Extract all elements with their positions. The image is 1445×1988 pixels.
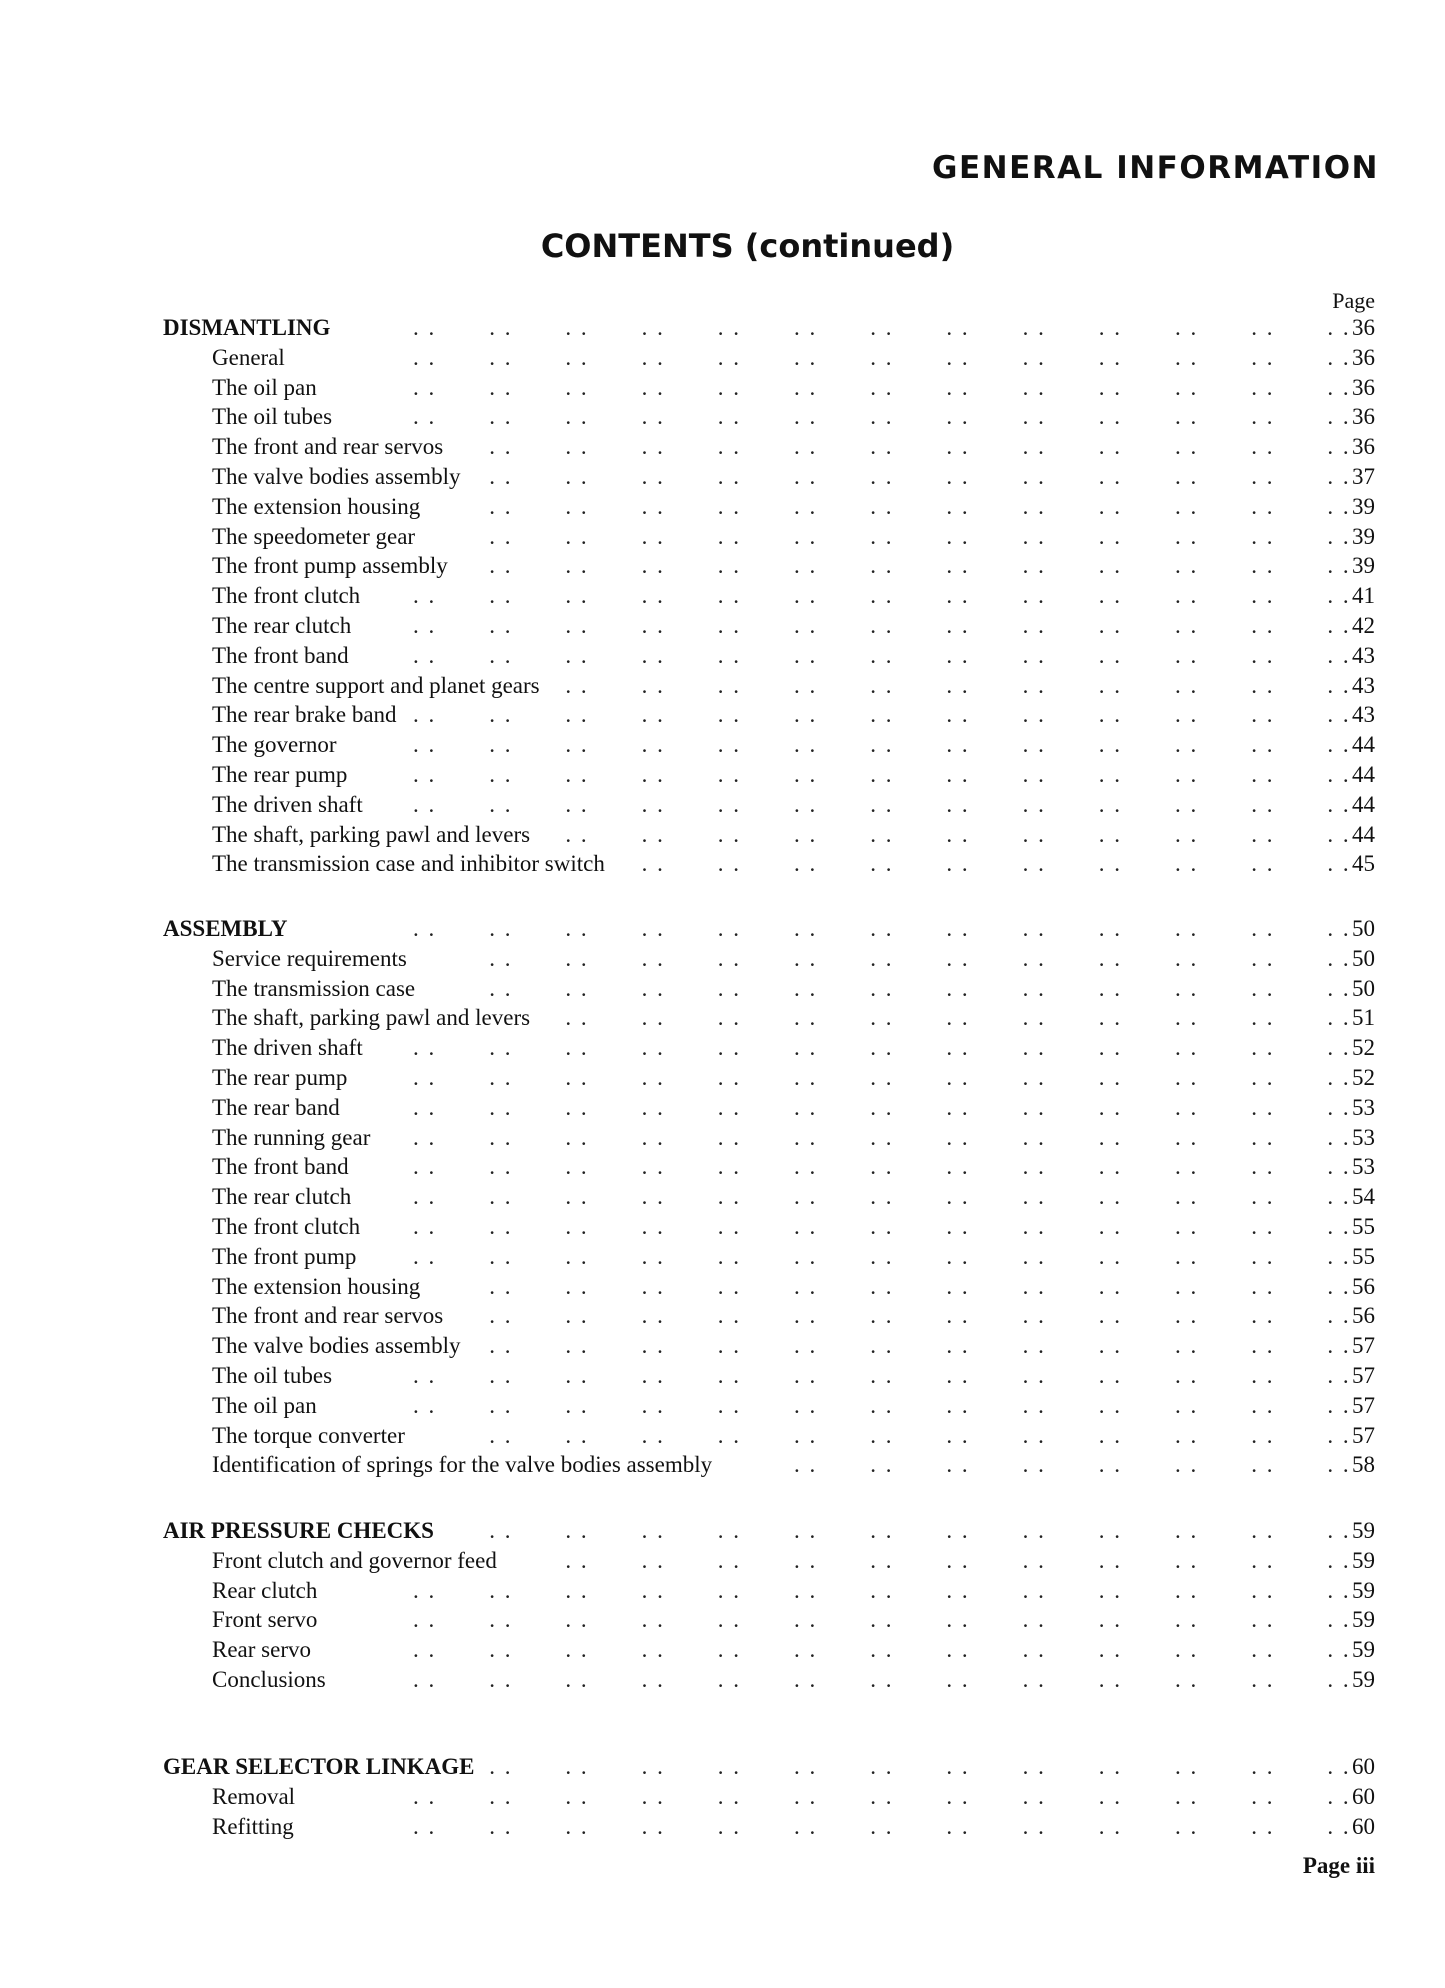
- toc-entry-label: The speedometer gear: [212, 522, 423, 552]
- toc-page-number: 36: [1352, 374, 1375, 400]
- toc-page-number: 53: [1352, 1094, 1375, 1120]
- toc-entry-row[interactable]: [155, 373, 1375, 403]
- toc-page-number: 43: [1352, 642, 1375, 668]
- toc-entry-row[interactable]: [155, 641, 1375, 671]
- toc-entry-label: The shaft, parking pawl and levers: [212, 820, 538, 850]
- toc-entry-label: The rear clutch: [212, 611, 359, 641]
- toc-entry-row[interactable]: [155, 1812, 1375, 1842]
- toc-page-number: 59: [1352, 1667, 1375, 1692]
- toc-entry-row[interactable]: [155, 700, 1375, 730]
- toc-entry-label: The rear band: [212, 1093, 348, 1123]
- dot-leader: . . . . . . . . . . . . . . . . . . . . . . . .: [489, 1333, 1351, 1359]
- toc-entry-row[interactable]: [155, 343, 1375, 373]
- toc-entry-label: The transmission case and inhibitor switch: [212, 849, 613, 879]
- toc-page-number: 60: [1352, 1783, 1375, 1809]
- toc-entry-row[interactable]: [155, 551, 1375, 581]
- toc-entry-row[interactable]: [155, 1182, 1375, 1212]
- dot-leader: . . . . . . . . . . . . . . . . . . . . . . . .: [489, 493, 1351, 519]
- toc-entry-label: The rear clutch: [212, 1182, 359, 1212]
- dot-leader: . . . . . . . . . . . . . . . . . . . . . . . . . .: [413, 1667, 1351, 1692]
- dot-leader: . . . . . . . . . . . . . . . . . . . . . . . .: [489, 1303, 1351, 1329]
- toc-entry-label: The running gear: [212, 1123, 378, 1153]
- toc-entry-row[interactable]: [155, 760, 1375, 790]
- toc-entry-label: Front clutch and governor feed: [212, 1546, 505, 1576]
- toc-entry-row[interactable]: [155, 1782, 1375, 1812]
- page-number: Page iii: [1302, 1853, 1375, 1878]
- toc-entry-label: The front pump: [212, 1242, 364, 1272]
- toc-page-number: 36: [1352, 404, 1375, 430]
- toc-entry-label: The valve bodies assembly: [212, 1331, 468, 1361]
- toc-entry-row[interactable]: [155, 1391, 1375, 1421]
- toc-entry-label: The front clutch: [212, 1212, 368, 1242]
- toc-page-number: 39: [1352, 523, 1375, 549]
- toc-section-row[interactable]: [155, 1516, 1375, 1546]
- dot-leader: . . . . . . . . . . . . . . . . . . . . . . . . . .: [413, 404, 1351, 430]
- dot-leader: . . . . . . . . . . . . . . . . . . . . . . . .: [489, 523, 1351, 549]
- dot-leader: . . . . . . . . . . . . . . . . . . . . . . . . . .: [413, 1065, 1351, 1090]
- toc-entry-label: The oil tubes: [212, 1361, 340, 1391]
- toc-entry-label: The rear brake band: [212, 700, 405, 730]
- toc-entry-label: The torque converter: [212, 1421, 413, 1451]
- toc-page-number: 44: [1352, 821, 1375, 847]
- toc-section-title: AIR PRESSURE CHECKS: [163, 1516, 442, 1546]
- dot-leader: . . . . . . . . . . . . . . . . . . . . . . . . . .: [413, 791, 1351, 817]
- dot-leader: . . . . . . . . . . . . . . . . . . . . . . . . . .: [413, 1392, 1351, 1418]
- dot-leader: . . . . . . . . . . . . . . . . . . . . . . . . . .: [413, 1363, 1351, 1388]
- dot-leader: . . . . . . . . . . . . . . . . . . . . . . . . . .: [413, 374, 1351, 400]
- dot-leader: . . . . . . . . . . . . . . . . . . . . . . . . . .: [413, 1154, 1351, 1180]
- toc-page-number: 57: [1352, 1422, 1375, 1448]
- dot-leader: . . . . . . . . . . . . . . . . . . . .: [641, 851, 1351, 877]
- dot-leader: . . . . . . . . . . . . . . . . . . . . . . . .: [489, 1422, 1351, 1448]
- toc-entry-label: The oil pan: [212, 1391, 325, 1421]
- dot-leader: . . . . . . . . . . . . . . . . . . . . . . . . . .: [413, 1813, 1351, 1839]
- toc-page-number: 36: [1352, 344, 1375, 370]
- toc-entry-row[interactable]: [155, 944, 1375, 974]
- dot-leader: . . . . . . . . . . . . . . . . . . . . . . . . . .: [413, 762, 1351, 787]
- toc-entry-row[interactable]: [155, 1546, 1375, 1576]
- toc-page-number: 53: [1352, 1124, 1375, 1150]
- toc-entry-label: The extension housing: [212, 492, 428, 522]
- toc-entry-row[interactable]: [155, 611, 1375, 641]
- dot-leader: . . . . . . . . . . . . . . . . . . . . . . . .: [489, 1273, 1351, 1299]
- dot-leader: . . . . . . . . . . . . . . . . . . . . . . . . . .: [413, 1577, 1351, 1603]
- toc-entry-row[interactable]: [155, 581, 1375, 611]
- toc-page-number: 43: [1352, 672, 1375, 698]
- dot-leader: . . . . . . . . . . . . . . . . . . . . . .: [565, 821, 1351, 847]
- toc-page-number: 36: [1352, 315, 1375, 340]
- toc-entry-row[interactable]: [155, 1272, 1375, 1302]
- toc-entry-label: The rear pump: [212, 760, 355, 790]
- toc-entry-row[interactable]: [155, 1123, 1375, 1153]
- toc-page-number: 55: [1352, 1243, 1375, 1269]
- toc-section-title: GEAR SELECTOR LINKAGE: [163, 1752, 482, 1782]
- toc-entry-label: The driven shaft: [212, 790, 371, 820]
- dot-leader: . . . . . . . . . . . . . . . . . . . . . .: [565, 1547, 1351, 1573]
- section-title: GENERAL INFORMATION: [932, 150, 1379, 186]
- toc-page-number: 51: [1352, 1005, 1375, 1031]
- toc-entry-row[interactable]: [155, 790, 1375, 820]
- toc-page-number: 56: [1352, 1303, 1375, 1329]
- toc-entry-row[interactable]: [155, 1576, 1375, 1606]
- dot-leader: . . . . . . . . . . . . . . . . . . . . . . . . . .: [413, 1637, 1351, 1663]
- dot-leader: . . . . . . . . . . . . . . . . . . . . . . . . . .: [413, 1783, 1351, 1809]
- toc-entry-row[interactable]: [155, 974, 1375, 1004]
- toc-entry-row[interactable]: [155, 1152, 1375, 1182]
- dot-leader: . . . . . . . . . . . . . . . . . . . . . . . . . .: [413, 1035, 1351, 1061]
- toc-entry-label: The driven shaft: [212, 1033, 371, 1063]
- dot-leader: . . . . . . . . . . . . . . . . . . . . . . . . . .: [413, 583, 1351, 609]
- toc-entry-row[interactable]: [155, 1635, 1375, 1665]
- toc-page-number: 53: [1352, 1154, 1375, 1180]
- toc-entry-label: Removal: [212, 1782, 303, 1812]
- toc-entry-row[interactable]: [155, 432, 1375, 462]
- dot-leader: . . . . . . . . . . . . . . . . . . . . . . . . . .: [413, 1243, 1351, 1269]
- dot-leader: . . . . . . . . . . . . . . . . . . . . . . . .: [489, 975, 1351, 1001]
- toc-page-number: 52: [1352, 1035, 1375, 1061]
- dot-leader: . . . . . . . . . . . . . . . . . . . . . . . . . .: [413, 732, 1351, 758]
- toc-page-number: 60: [1352, 1813, 1375, 1839]
- toc-entry-label: The front pump assembly: [212, 551, 456, 581]
- dot-leader: . . . . . . . . . . . . . . . . . . . . . . . . . .: [413, 613, 1351, 638]
- toc-page-number: 44: [1352, 791, 1375, 817]
- toc-entry-row[interactable]: [155, 462, 1375, 492]
- toc-section-row[interactable]: [155, 914, 1375, 944]
- toc-entry-row[interactable]: [155, 1033, 1375, 1063]
- page-column-label: Page: [1332, 288, 1375, 313]
- toc-entry-label: Service requirements: [212, 944, 415, 974]
- toc-entry-row[interactable]: [155, 1093, 1375, 1123]
- toc-page-number: 50: [1352, 916, 1375, 941]
- dot-leader: . . . . . . . . . . . . . . . . . . . . . . . . . .: [413, 1607, 1351, 1633]
- toc-entry-label: The front and rear servos: [212, 1301, 451, 1331]
- dot-leader: . . . . . . . . . . . . . . . . . . . . . . . . . .: [413, 702, 1351, 728]
- toc-entry-label: Front servo: [212, 1605, 325, 1635]
- dot-leader: . . . . . . . . . . . . . . . . . . . . . . . . . .: [413, 344, 1351, 370]
- toc-entry-label: Refitting: [212, 1812, 302, 1842]
- toc-page-number: 41: [1352, 583, 1375, 609]
- toc-section-row[interactable]: [155, 1752, 1375, 1782]
- toc-entry-row[interactable]: [155, 1421, 1375, 1451]
- contents-title: CONTENTS (continued): [540, 227, 955, 265]
- toc-page-number: 58: [1352, 1452, 1375, 1478]
- toc-page-number: 43: [1352, 702, 1375, 728]
- toc-entry-label: The front and rear servos: [212, 432, 451, 462]
- toc-page-number: 59: [1352, 1607, 1375, 1633]
- toc-page-number: 39: [1352, 493, 1375, 519]
- toc-page-number: 55: [1352, 1214, 1375, 1239]
- dot-leader: . . . . . . . . . . . . . . . . . . . . . . . . . .: [413, 1184, 1351, 1210]
- dot-leader: . . . . . . . . . . . . . . . . . . . . . . . . . .: [413, 642, 1351, 668]
- toc-page-number: 37: [1352, 464, 1375, 489]
- toc-entry-row[interactable]: [155, 1665, 1375, 1695]
- toc-entry-row[interactable]: [155, 820, 1375, 850]
- toc-entry-label: The oil pan: [212, 373, 325, 403]
- toc-entry-row[interactable]: [155, 1003, 1375, 1033]
- toc-entry-label: The centre support and planet gears: [212, 671, 548, 701]
- toc-entry-label: The governor: [212, 730, 345, 760]
- toc-page-number: 59: [1352, 1577, 1375, 1603]
- toc-entry-row[interactable]: [155, 522, 1375, 552]
- toc-entry-label: The valve bodies assembly: [212, 462, 468, 492]
- toc-section-row[interactable]: [155, 313, 1375, 343]
- toc-entry-label: The shaft, parking pawl and levers: [212, 1003, 538, 1033]
- toc-entry-label: Rear servo: [212, 1635, 319, 1665]
- dot-leader: . . . . . . . . . . . . . . . . . . . . . . . . . .: [413, 1124, 1351, 1150]
- toc-entry-label: General: [212, 343, 293, 373]
- toc-page-number: 52: [1352, 1065, 1375, 1090]
- toc-page-number: 59: [1352, 1518, 1375, 1543]
- toc-entry-label: The front clutch: [212, 581, 368, 611]
- toc-page-number: 50: [1352, 945, 1375, 971]
- dot-leader: . . . . . . . . . . . . . . . . . . . . . . . .: [489, 553, 1351, 579]
- toc-entry-row[interactable]: [155, 1301, 1375, 1331]
- toc-entry-label: The extension housing: [212, 1272, 428, 1302]
- toc-entry-label: Identification of springs for the valve bodies assembly: [212, 1450, 720, 1480]
- toc-page-number: 59: [1352, 1637, 1375, 1663]
- toc-entry-label: Conclusions: [212, 1665, 334, 1695]
- toc-section-title: DISMANTLING: [163, 313, 338, 343]
- toc-entry-row[interactable]: [155, 492, 1375, 522]
- toc-entry-label: Rear clutch: [212, 1576, 325, 1606]
- toc-page-number: 44: [1352, 732, 1375, 758]
- toc-entry-row[interactable]: [155, 402, 1375, 432]
- dot-leader: . . . . . . . . . . . . . . . . . . . . . .: [565, 1005, 1351, 1031]
- dot-leader: . . . . . . . . . . . . . . . . . . . . . . . .: [489, 945, 1351, 971]
- toc-entry-row[interactable]: [155, 1450, 1375, 1480]
- toc-page-number: 57: [1352, 1333, 1375, 1359]
- toc-page-number: 57: [1352, 1392, 1375, 1418]
- toc-entry-label: The front band: [212, 1152, 357, 1182]
- toc-entry-row[interactable]: [155, 1063, 1375, 1093]
- toc-page-number: 44: [1352, 762, 1375, 787]
- dot-leader: . . . . . . . . . . . . . . . . . . . . . . . . . .: [413, 916, 1351, 941]
- toc-entry-row[interactable]: [155, 730, 1375, 760]
- dot-leader: . . . . . . . . . . . . . . . . . . . . . .: [565, 672, 1351, 698]
- toc-page-number: 39: [1352, 553, 1375, 579]
- dot-leader: . . . . . . . . . . . . . . . .: [794, 1452, 1351, 1478]
- toc-page-number: 42: [1352, 613, 1375, 638]
- toc-entry-label: The front band: [212, 641, 357, 671]
- toc-page-number: 50: [1352, 975, 1375, 1001]
- dot-leader: . . . . . . . . . . . . . . . . . . . . . . . . . .: [413, 1094, 1351, 1120]
- dot-leader: . . . . . . . . . . . . . . . . . . . . . . . .: [489, 464, 1351, 489]
- toc-entry-label: The oil tubes: [212, 402, 340, 432]
- toc-entry-label: The rear pump: [212, 1063, 355, 1093]
- toc-entry-row[interactable]: [155, 1331, 1375, 1361]
- dot-leader: . . . . . . . . . . . . . . . . . . . . . . . . . .: [413, 315, 1351, 340]
- toc-page-number: 54: [1352, 1184, 1375, 1210]
- toc-page-number: 57: [1352, 1363, 1375, 1388]
- toc-page-number: 60: [1352, 1754, 1375, 1779]
- toc-section-title: ASSEMBLY: [163, 914, 295, 944]
- toc-page-number: 56: [1352, 1273, 1375, 1299]
- toc-entry-row[interactable]: [155, 1361, 1375, 1391]
- toc-page-number: 59: [1352, 1547, 1375, 1573]
- toc-entry-row[interactable]: [155, 671, 1375, 701]
- dot-leader: . . . . . . . . . . . . . . . . . . . . . . . .: [489, 434, 1351, 460]
- dot-leader: . . . . . . . . . . . . . . . . . . . . . . . .: [489, 1518, 1351, 1543]
- dot-leader: . . . . . . . . . . . . . . . . . . . . . . . .: [489, 1754, 1351, 1779]
- toc-page-number: 45: [1352, 851, 1375, 877]
- toc-entry-label: The transmission case: [212, 974, 423, 1004]
- toc-page-number: 36: [1352, 434, 1375, 460]
- toc-entry-row[interactable]: [155, 1605, 1375, 1635]
- dot-leader: . . . . . . . . . . . . . . . . . . . . . . . . . .: [413, 1214, 1351, 1239]
- toc-entry-row[interactable]: [155, 1242, 1375, 1272]
- toc-entry-row[interactable]: [155, 1212, 1375, 1242]
- toc-entry-row[interactable]: [155, 849, 1375, 879]
